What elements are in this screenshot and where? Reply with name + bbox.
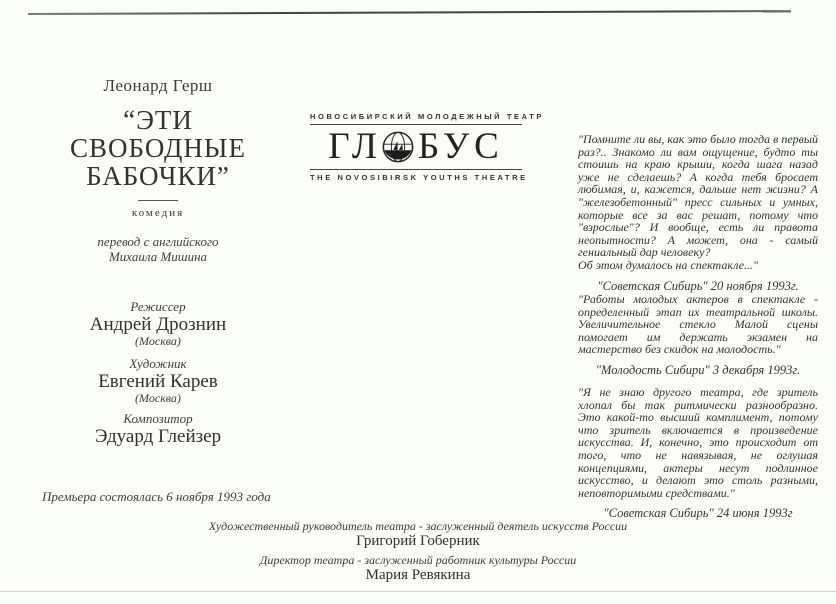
review-text: "Я не знаю другого театра, где зритель хлопал бы так ритмически разнообразно. Это какой-то высший комплимент, потому что зритель включается в произведение искусства. И, конечно, это происходит от того, что не навязывая, не оглушая концепциями, актеры несут подлинное искусство, и делают это столь разными, неповторимыми средствами." — [578, 385, 818, 500]
artistic-director-name: Григорий Гоберник — [356, 533, 480, 549]
credit-name: Евгений Карев — [98, 371, 218, 392]
theatre-director-title: Директор театра - заслуженный работник культуры России — [259, 553, 577, 567]
artistic-director-title: Художественный руководитель театра - заслуженный деятель искусств России — [208, 519, 628, 533]
credit-city: (Москва) — [135, 334, 181, 348]
press-review — [578, 133, 818, 294]
play-title-line3: БАБОЧКИ” — [86, 161, 230, 191]
review-text: "Помните ли вы, как это было тогда в первый раз?.. Знакомо ли вам ощущение, будто ты стоишь на краю крыши, когда шага назад уже не сделаешь? А когда тебя бросает любимая, и, кажется, дальше нет жизни? А "железобетонный" пресс сильных и умных, которые все за вас решат, потому что "взрослые"? И вообще, есть ли правота неопытности? А может, она - самый гениальный дар человеку? — [578, 132, 818, 260]
title-divider — [138, 200, 178, 201]
logo-top-caption: НОВОСИБИРСКИЙ МОЛОДЕЖНЫЙ ТЕАТР — [310, 112, 545, 121]
scan-page-bottom-edge — [0, 591, 836, 592]
credit-city: (Москва) — [135, 391, 181, 405]
credit-role: Режиссер — [130, 299, 186, 314]
logo-wordmark-left: ГЛ — [328, 126, 382, 167]
logo-wordmark-right: БУС — [417, 126, 504, 167]
translation-credit — [36, 234, 280, 264]
theatre-logo — [310, 112, 545, 182]
review-closing-line: Об этом думалось на спектакле..." — [578, 257, 759, 272]
theatre-director-name: Мария Ревякина — [365, 567, 471, 583]
credit-director — [36, 300, 280, 348]
playwright-name: Леонард Герш — [103, 76, 213, 95]
scan-page-top-edge — [28, 10, 791, 15]
logo-wordmark — [310, 127, 522, 167]
review-attribution: "Молодость Сибири" 3 декабря 1993г. — [595, 362, 801, 377]
press-review — [578, 293, 818, 378]
review-attribution: "Советская Сибирь" 20 ноября 1993г. — [597, 278, 799, 293]
credit-role: Композитор — [123, 411, 193, 426]
credit-name: Андрей Дрознин — [89, 314, 227, 335]
translation-line1: перевод с английского — [97, 234, 219, 249]
logo-bottom-rule — [310, 169, 522, 170]
review-attribution: "Советская Сибирь" 24 июня 1993г — [603, 506, 793, 521]
globe-icon — [381, 130, 415, 164]
premiere-date-note: Премьера состоялась 6 ноября 1993 года — [42, 489, 271, 504]
credit-designer — [36, 357, 280, 405]
play-title-line1: “ЭТИ — [123, 105, 193, 135]
play-title — [36, 106, 280, 190]
logo-bottom-caption: THE NOVOSIBIRSK YOUTHS THEATRE — [310, 173, 528, 182]
credit-composer — [36, 412, 280, 447]
logo-top-rule — [310, 124, 522, 125]
management-footer — [0, 520, 836, 584]
genre-label: комедия — [131, 207, 185, 219]
translation-line2: Михаила Мишина — [108, 249, 208, 264]
play-title-line2: СВОБОДНЫЕ — [70, 133, 246, 163]
credit-name: Эдуард Глейзер — [94, 426, 222, 447]
credit-role: Художник — [129, 356, 187, 371]
review-text: "Работы молодых актеров в спектакле - определенный этап их театральной школы. Увеличительное стекло Малой сцены помогает им держать экзамен на мастерство без скидок на молодость." — [578, 292, 818, 357]
press-review — [578, 386, 818, 521]
